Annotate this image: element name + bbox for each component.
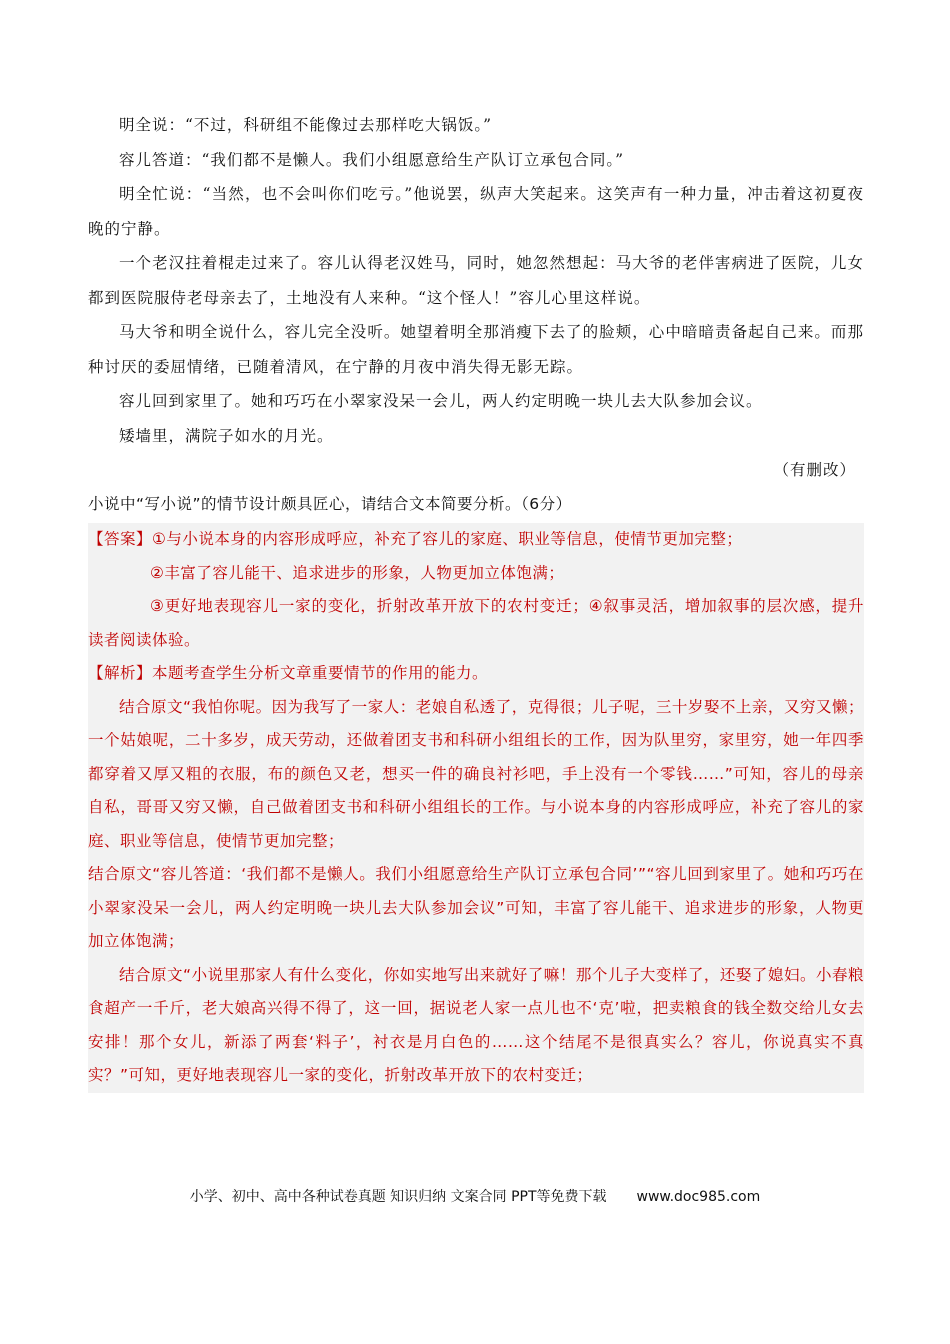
story-paragraph: 一个老汉拄着棍走过来了。容儿认得老汉姓马，同时，她忽然想起：马大爷的老伴害病进了医院，儿女都到医院服侍老母亲去了，土地没有人来种。“这个怪人！”容儿心里这样说。 [88,254,864,307]
story-paragraph: 马大爷和明全说什么，容儿完全没听。她望着明全那消瘦下去了的脸颊，心中暗暗责备起自己来。而那种讨厌的委屈情绪，已随着清风，在宁静的月夜中消失得无影无踪。 [88,323,864,376]
page-footer [0,1186,950,1206]
story-paragraph: 明全说：“不过，科研组不能像过去那样吃大锅饭。” [119,116,493,134]
story-paragraph: 明全忙说：“当然，也不会叫你们吃亏。”他说罢，纵声大笑起来。这笑声有一种力量，冲击着这初夏夜晚的宁静。 [88,185,864,238]
question-text: 小说中“写小说”的情节设计颇具匠心，请结合文本简要分析。（6分） [88,495,572,513]
story-paragraph: 矮墙里，满院子如水的月光。 [119,426,334,445]
analysis-paragraph-3: 结合原文“小说里那家人有什么变化，你如实地写出来就好了嘛！那个儿子大变样了，还娶了媳妇。小春粮食超产一千斤，老大娘高兴得不得了，这一回，据说老人家一点儿也不‘克’啦，把卖粮食的钱全数交给儿女去安排！那个女儿，新添了两套‘料子’，衬衣是月白色的……这个结尾不是很真实么？容儿，你说真实不真实？”可知，更好地表现容儿一家的变化，折射改革开放下的农村变迁； [88,965,864,1084]
answer-analysis-block [88,523,864,1093]
answer-tag: 【答案】 [88,530,153,548]
analysis-paragraph-1: 结合原文“我怕你呢。因为我写了一家人：老娘自私透了，克得很；儿子呢，三十岁娶不上亲，又穷又懒；一个姑娘呢，二十多岁，成天劳动，还做着团支书和科研小组组长的工作，因为队里穷，家里穷，她一年四季都穿着又厚又粗的衣服，布的颜色又老，想买一件的确良衬衫吧，手上没有一个零钱……”可知，容儿的母亲自私，哥哥又穷又懒，自己做着团支书和科研小组组长的工作。与小说本身的内容形成呼应，补充了容儿的家庭、职业等信息，使情节更加完整； [88,697,864,850]
footer-text: 小学、初中、高中各种试卷真题 知识归纳 文案合同 PPT等免费下载 [189,1189,607,1205]
answer-point-2: ②丰富了容儿能干、追求进步的形象，人物更加立体饱满； [150,563,565,582]
document-page [88,108,864,1093]
source-credit: （有删改） [773,461,856,479]
answer-point-1: ①与小说本身的内容形成呼应，补充了容儿的家庭、职业等信息，使情节更加完整； [152,530,743,548]
story-paragraph: 容儿回到家里了。她和巧巧在小翠家没呆一会儿，两人约定明晚一块儿去大队参加会议。 [119,392,763,410]
analysis-intro: 本题考查学生分析文章重要情节的作用的能力。 [152,664,489,682]
story-excerpt [88,108,864,487]
analysis-paragraph-2: 结合原文“容儿答道：‘我们都不是懒人。我们小组愿意给生产队订立承包合同’”“容儿回到家里了。她和巧巧在小翠家没呆一会儿，两人约定明晚一块儿去大队参加会议”可知，丰富了容儿能干、追求进步的形象，人物更加立体饱满； [88,865,864,950]
footer-url[interactable]: www.doc985.com [636,1189,761,1205]
answer-line [88,523,864,557]
analysis-line [88,657,864,691]
answer-point-3: ③更好地表现容儿一家的变化，折射改革开放下的农村变迁；④叙事灵活，增加叙事的层次感，提升读者阅读体验。 [88,597,864,649]
analysis-tag: 【解析】 [88,664,153,682]
story-paragraph: 容儿答道：“我们都不是懒人。我们小组愿意给生产队订立承包合同。” [119,150,625,169]
